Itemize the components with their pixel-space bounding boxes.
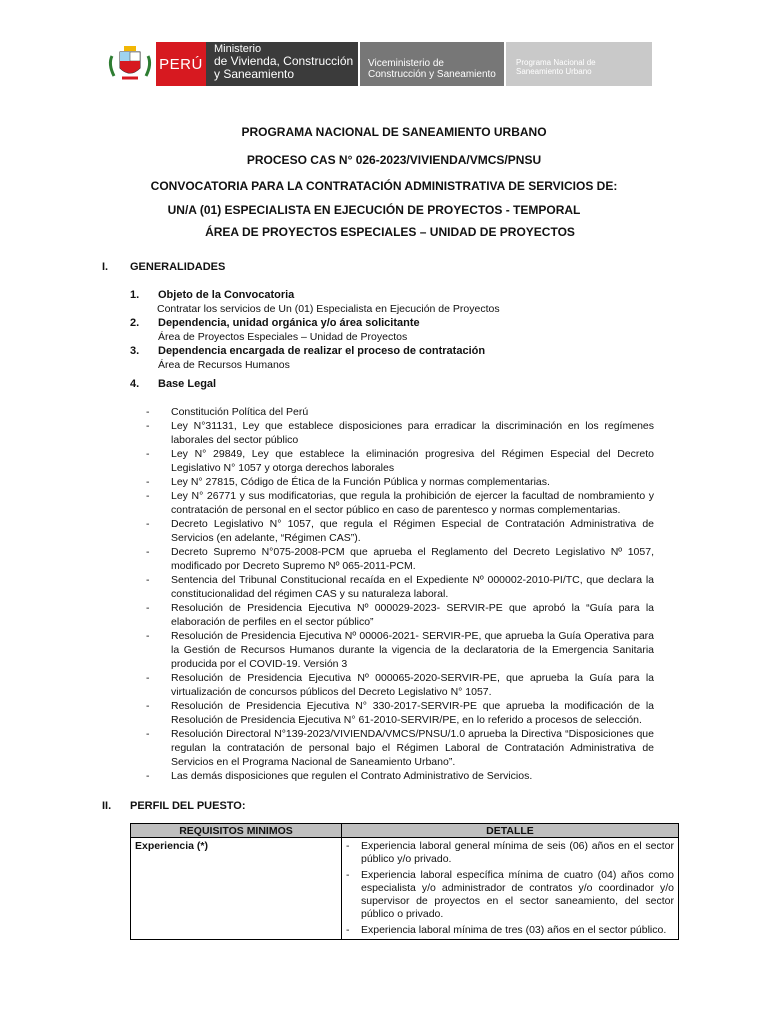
detail-cell	[342, 838, 679, 940]
ministerio-line-1: Ministerio	[214, 43, 262, 55]
list-item	[146, 629, 654, 671]
detail-text: Experiencia laboral específica mínima de cuatro (04) años como especialista y/o administrador de contratos y/o coordinador y/o supervisor de proyectos en el sector saneamiento, del sector público o privado.	[361, 869, 674, 920]
legal-text: Resolución de Presidencia Ejecutiva Nº 000065-2020-SERVIR-PE, que aprueba la Guía para la virtualización de concursos públicos del Decreto Legislativo N° 1057.	[171, 672, 654, 698]
dash-bullet: -	[146, 728, 150, 740]
dash-bullet: -	[146, 420, 150, 432]
legal-text: Constitución Política del Perú	[171, 406, 309, 418]
dash-bullet: -	[146, 574, 150, 586]
list-item	[346, 869, 674, 921]
list-item	[146, 405, 654, 419]
item-heading: Dependencia, unidad orgánica y/o área solicitante	[158, 317, 420, 329]
section-2-number: II.	[102, 800, 112, 812]
list-item	[146, 517, 654, 545]
legal-text: Las demás disposiciones que regulen el Contrato Administrativo de Servicios.	[171, 770, 533, 782]
section-1-number: I.	[102, 261, 109, 273]
item-heading: Dependencia encargada de realizar el proceso de contratación	[158, 345, 486, 357]
list-item	[146, 727, 654, 769]
legal-text: Sentencia del Tribunal Constitucional recaída en el Expediente Nº 000002-2010-PI/TC, que declara la constitucionalidad del régimen CAS y su naturaleza laboral.	[171, 574, 654, 600]
legal-text: Resolución de Presidencia Ejecutiva Nº 00006-2021- SERVIR-PE, que aprueba la Guía Operativa para la Gestión de Recursos Humanos durante la vigencia de la declaratoria de la Emergencia Sanitaria producida por el COVID-19. Versión 3	[171, 630, 654, 670]
table-row	[131, 838, 679, 940]
item-3-text: Área de Recursos Humanos	[158, 359, 290, 371]
dash-bullet: -	[346, 869, 350, 881]
list-item	[346, 840, 674, 866]
item-number: 1.	[130, 289, 140, 301]
list-item	[146, 671, 654, 699]
legal-text: Ley N°31131, Ley que establece disposiciones para erradicar la discriminación en los regímenes laborales del sector público	[171, 420, 654, 446]
requirement-label: Experiencia (*)	[135, 840, 208, 852]
item-number: 3.	[130, 345, 140, 357]
list-item	[146, 601, 654, 629]
legal-text: Resolución Directoral N°139-2023/VIVIENDA/VMCS/PNSU/1.0 aprueba la Directiva “Disposiciones que regulan la contratación de personal bajo el Régimen Laboral de Contratación Administrativa de Servicios en el Programa Nacional de Saneamiento Urbano”.	[171, 728, 654, 768]
list-item	[146, 475, 654, 489]
table-header-row	[131, 824, 679, 838]
process-title: PROCESO CAS N° 026-2023/VIVIENDA/VMCS/PNSU	[246, 153, 542, 167]
detail-text: Experiencia laboral mínima de tres (03) años en el sector público.	[361, 924, 667, 936]
item-heading: Objeto de la Convocatoria	[158, 289, 295, 301]
area-title: ÁREA DE PROYECTOS ESPECIALES – UNIDAD DE PROYECTOS	[205, 225, 575, 239]
legal-text: Ley N° 29849, Ley que establece la eliminación progresiva del Régimen Especial del Decreto Legislativo N° 1057 y otorga derechos laborales	[171, 448, 654, 474]
column-header: DETALLE	[342, 824, 679, 838]
legal-text: Ley N° 26771 y sus modificatorias, que regula la prohibición de ejercer la facultad de nombramiento y contratación de personal en el sector público en caso de parentesco y normas complementarias.	[171, 490, 654, 516]
list-item	[146, 699, 654, 727]
legal-text: Decreto Supremo N°075-2008-PCM que aprueba el Reglamento del Decreto Legislativo Nº 1057, modificado por Decreto Supremo Nº 065-2011-PCM.	[171, 546, 654, 572]
list-item	[146, 573, 654, 601]
peru-label: PERÚ	[159, 55, 203, 73]
dash-bullet: -	[346, 840, 350, 852]
list-item	[146, 447, 654, 475]
dash-bullet: -	[146, 476, 150, 488]
programa-line-1: Programa Nacional de	[516, 58, 596, 67]
dash-bullet: -	[146, 490, 150, 502]
programa-line-2: Saneamiento Urbano	[516, 67, 592, 76]
item-number: 2.	[130, 317, 140, 329]
list-item	[346, 924, 674, 937]
dash-bullet: -	[146, 700, 150, 712]
list-item	[146, 419, 654, 447]
detail-text: Experiencia laboral general mínima de seis (06) años en el sector público y/o privado.	[361, 840, 674, 865]
list-item	[146, 545, 654, 573]
programa-block	[504, 42, 652, 86]
header-banner	[104, 42, 652, 86]
section-2-label: PERFIL DEL PUESTO:	[130, 800, 246, 812]
ministerio-line-2: de Vivienda, Construcción	[214, 54, 354, 68]
viceministerio-block	[358, 42, 504, 86]
coat-of-arms-icon	[104, 42, 156, 86]
base-legal-list	[146, 405, 654, 783]
item-1-text: Contratar los servicios de Un (01) Especialista en Ejecución de Proyectos	[157, 303, 500, 315]
dash-bullet: -	[146, 630, 150, 642]
list-item	[146, 769, 654, 783]
list-item	[146, 489, 654, 517]
detail-list	[346, 840, 674, 937]
section-1-label: GENERALIDADES	[130, 261, 226, 273]
legal-text: Resolución de Presidencia Ejecutiva Nº 000029-2023- SERVIR-PE que aprobó la “Guía para la elaboración de perfiles en el sector público”	[171, 602, 654, 628]
perfil-table	[130, 823, 679, 940]
peru-brand	[156, 42, 206, 86]
program-title: PROGRAMA NACIONAL DE SANEAMIENTO URBANO	[241, 125, 547, 139]
dash-bullet: -	[146, 672, 150, 684]
dash-bullet: -	[146, 406, 150, 418]
dash-bullet: -	[146, 770, 150, 782]
legal-text: Resolución de Presidencia Ejecutiva N° 330-2017-SERVIR-PE que aprueba la modificación de la Resolución de Presidencia Ejecutiva N° 61-2010-SERVIR/PE, en lo referido a procesos de selección.	[171, 700, 654, 726]
viceministerio-line-1: Viceministerio de	[368, 58, 444, 69]
item-2-text: Área de Proyectos Especiales – Unidad de Proyectos	[158, 331, 408, 343]
column-header: REQUISITOS MINIMOS	[131, 824, 342, 838]
ministerio-line-3: y Saneamiento	[214, 67, 295, 81]
dash-bullet: -	[146, 546, 150, 558]
legal-text: Ley N° 27815, Código de Ética de la Función Pública y normas complementarias.	[171, 476, 550, 488]
item-heading: Base Legal	[158, 378, 217, 390]
dash-bullet: -	[146, 518, 150, 530]
requirement-cell	[131, 838, 342, 940]
ministerio-block	[206, 42, 358, 86]
dash-bullet: -	[146, 448, 150, 460]
position-title: UN/A (01) ESPECIALISTA EN EJECUCIÓN DE PROYECTOS - TEMPORAL	[167, 203, 581, 217]
dash-bullet: -	[346, 924, 350, 936]
item-number: 4.	[130, 378, 140, 390]
call-title: CONVOCATORIA PARA LA CONTRATACIÓN ADMINISTRATIVA DE SERVICIOS DE:	[150, 179, 618, 193]
viceministerio-line-2: Construcción y Saneamiento	[368, 69, 496, 80]
dash-bullet: -	[146, 602, 150, 614]
legal-text: Decreto Legislativo N° 1057, que regula el Régimen Especial de Contratación Administrativa de Servicios (en adelante, “Régimen CAS”).	[171, 518, 654, 544]
